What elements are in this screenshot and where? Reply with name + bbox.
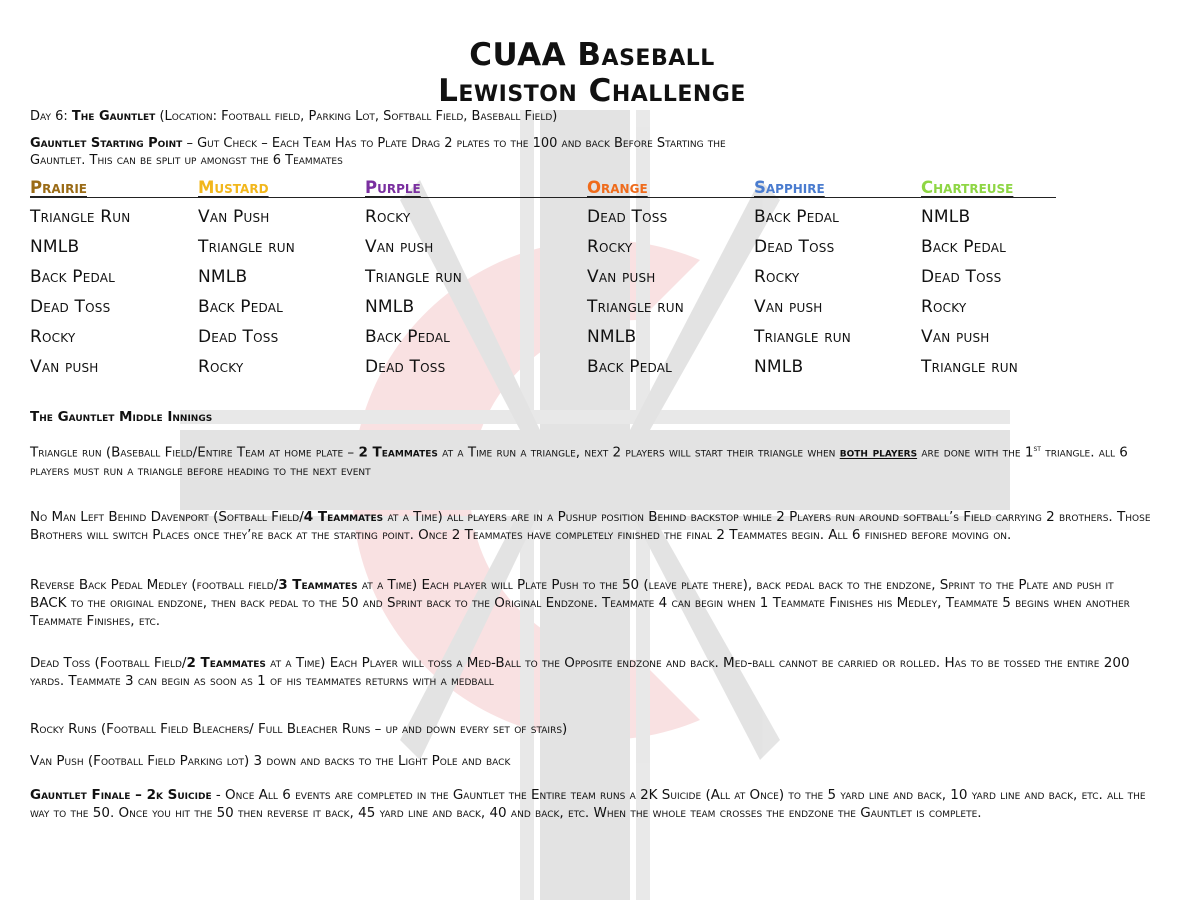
event-van-push: Van Push (Football Field Parking lot) 3 down and backs to the Light Pole and back — [30, 753, 511, 769]
schedule-cell: Triangle run — [587, 297, 684, 317]
triangle-text-a: Triangle run (Baseball Field/Entire Team at home plate – — [30, 444, 359, 461]
schedule-cell: NMLB — [587, 327, 637, 347]
team-prairie: Prairie — [30, 178, 87, 197]
toss-text-a: Dead Toss (Football Field/ — [30, 655, 187, 671]
pedal-teammates: 3 Teammates — [278, 577, 358, 593]
schedule-cell: Rocky — [365, 207, 411, 227]
schedule-cell: Rocky — [587, 237, 633, 257]
schedule-cell: Van push — [365, 237, 434, 257]
schedule-cell: Van push — [587, 267, 656, 287]
team-mustard: Mustard — [198, 178, 269, 197]
schedule-cell: Dead Toss — [365, 357, 446, 377]
schedule-cell: Van push — [754, 297, 823, 317]
schedule-cell: Dead Toss — [754, 237, 835, 257]
schedule-cell: Van push — [30, 357, 99, 377]
schedule-cell: Rocky — [198, 357, 244, 377]
schedule-cell: Back Pedal — [754, 207, 840, 227]
schedule-cell: Back Pedal — [365, 327, 451, 347]
schedule-cell: Triangle run — [365, 267, 462, 287]
day-location: (Location: Football field, Parking Lot, Softball Field, Baseball Field) — [155, 109, 558, 124]
pedal-text-c: at a Time) Each player will Plate Push to the 50 (leave plate there), back pedal back to the endzone, Sprint to the Plate and push it BACK to the original endzone, then back pedal to the 50 and Sprint back to the Original Endzone. Teammate 4 can begin when 1 Teammate Finishes his Medley, Teammate 5 begins when another Teammate Finishes, etc. — [30, 577, 1130, 630]
schedule-cell: Back Pedal — [198, 297, 284, 317]
team-sapphire: Sapphire — [754, 178, 825, 197]
starting-point-label: Gauntlet Starting Point — [30, 136, 183, 151]
schedule-cell: Rocky — [30, 327, 76, 347]
schedule-cell: Triangle run — [754, 327, 851, 347]
triangle-both-players: both players — [839, 444, 918, 461]
team-orange: Orange — [587, 178, 648, 197]
schedule-cell: Van Push — [198, 207, 270, 227]
schedule-cell: Dead Toss — [198, 327, 279, 347]
schedule-cell: Dead Toss — [30, 297, 111, 317]
schedule-cell: Back Pedal — [921, 237, 1007, 257]
day-prefix: Day 6: — [30, 109, 72, 124]
pedal-text-a: Reverse Back Pedal Medley (football field/ — [30, 577, 279, 593]
toss-teammates: 2 Teammates — [186, 655, 266, 671]
finale-text: - Once All 6 events are completed in the Gauntlet the Entire team runs a 2K Suicide (All at Once) to the 5 yard line and back, 10 yard line and back, etc. all the way to the 50. Once you hit the 50 then reverse it back, 45 yard line and back, 40 and back, etc. When the whole team crosses the endzone the Gauntlet is complete. — [30, 787, 1146, 822]
title-line-2: Lewiston Challenge — [438, 73, 746, 109]
day-line — [30, 108, 1154, 126]
starting-point-line — [30, 135, 1154, 153]
starting-point-text: – Gut Check – Each Team Has to Plate Drag 2 plates to the 100 and back Before Starting the — [182, 136, 726, 151]
schedule-cell: Back Pedal — [587, 357, 673, 377]
schedule-cell: Van push — [921, 327, 990, 347]
event-back-pedal — [30, 576, 1154, 631]
triangle-superscript: st — [1033, 444, 1041, 454]
team-header-rule — [30, 197, 1056, 198]
schedule-cell: NMLB — [921, 207, 971, 227]
schedule-cell: Triangle run — [921, 357, 1018, 377]
triangle-teammates: 2 Teammates — [358, 444, 438, 461]
event-triangle-run — [30, 440, 1154, 480]
schedule-cell: NMLB — [198, 267, 248, 287]
middle-innings-heading: The Gauntlet Middle Innings — [30, 409, 213, 425]
schedule-cell: Back Pedal — [30, 267, 116, 287]
triangle-text-f: triangle. all 6 players must run a triangle before heading to the next event — [30, 444, 1128, 479]
nmlb-teammates: 4 Teammates — [303, 509, 384, 525]
team-purple: Purple — [365, 178, 421, 197]
triangle-text-c: at a Time run a triangle, next 2 players will start their triangle when — [437, 444, 840, 461]
schedule-cell: Triangle Run — [30, 207, 131, 227]
team-chartreuse: Chartreuse — [921, 178, 1014, 197]
toss-text-c: at a Time) Each Player will toss a Med-Ball to the Opposite endzone and back. Med-ball cannot be carried or rolled. Has to be tossed the entire 200 yards. Teammate 3 can begin as soon as 1 of his teammates returns with a medball — [30, 655, 1130, 690]
schedule-cell: Rocky — [921, 297, 967, 317]
title-line-1: CUAA Baseball — [469, 37, 715, 73]
nmlb-text-c: at a Time) all players are in a Pushup position Behind backstop while 2 Players run around softball’s Field carrying 2 brothers. Those Brothers will switch Places once they’re back at the starting point. Once 2 Teammates have completely finished the final 2 Teammates begin. All 6 finished before moving on. — [30, 509, 1151, 544]
schedule-cell: NMLB — [365, 297, 415, 317]
event-nmlb — [30, 508, 1154, 544]
schedule-cell: Triangle run — [198, 237, 295, 257]
schedule-cell: Dead Toss — [921, 267, 1002, 287]
gauntlet-finale — [30, 786, 1154, 822]
day-name: The Gauntlet — [71, 109, 156, 124]
team-header-row — [30, 178, 1160, 200]
event-rocky-runs: Rocky Runs (Football Field Bleachers/ Full Bleacher Runs – up and down every set of stairs) — [30, 721, 568, 737]
starting-point-line-2: Gauntlet. This can be split up amongst the 6 Teammates — [30, 153, 343, 168]
schedule-cell: Dead Toss — [587, 207, 668, 227]
schedule-cell: NMLB — [30, 237, 80, 257]
schedule-cell: NMLB — [754, 357, 804, 377]
schedule-cell: Rocky — [754, 267, 800, 287]
finale-label: Gauntlet Finale – 2k Suicide — [30, 787, 212, 803]
nmlb-text-a: No Man Left Behind Davenport (Softball Field/ — [30, 509, 304, 525]
triangle-text-e: are done with the 1 — [917, 444, 1034, 461]
event-dead-toss — [30, 654, 1154, 690]
